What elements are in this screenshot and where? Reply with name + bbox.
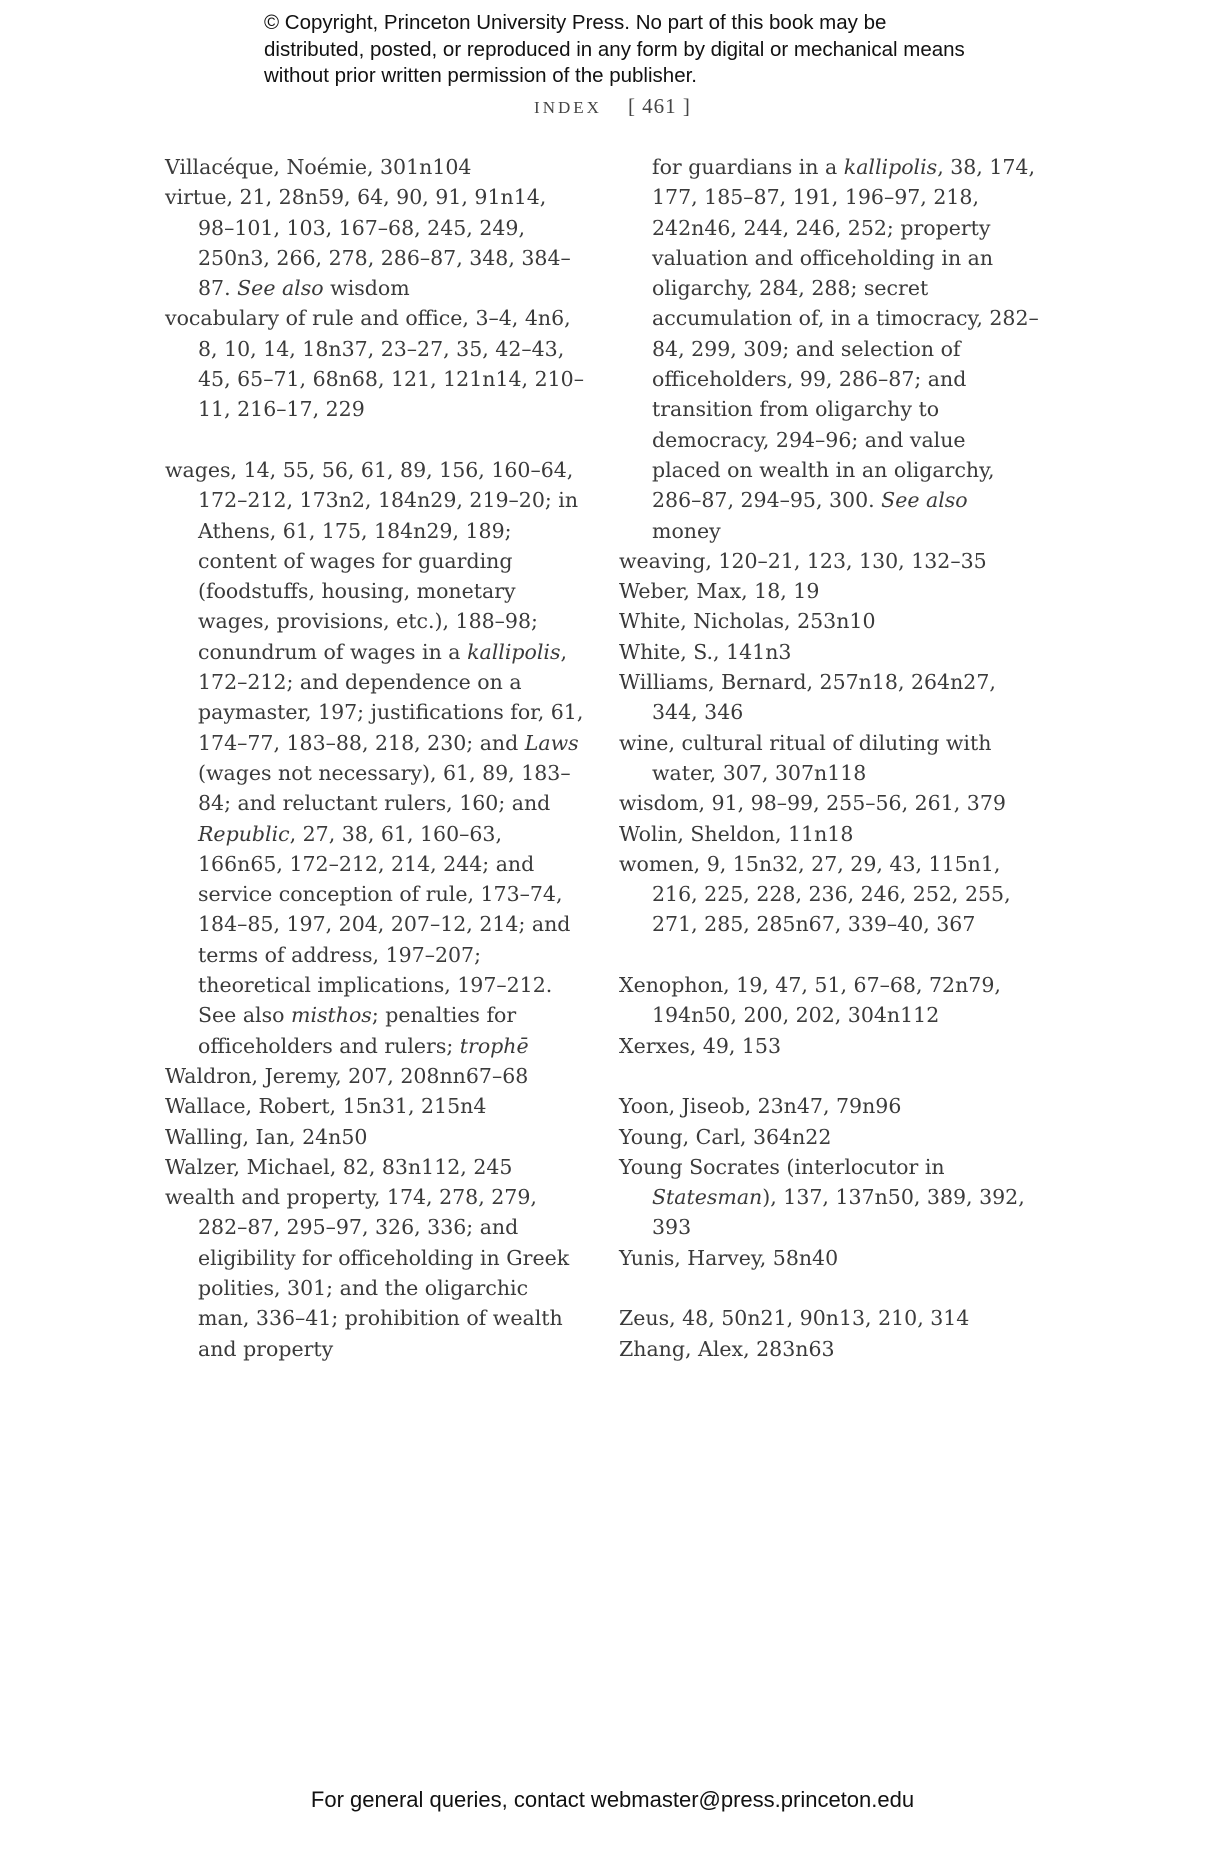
index-entry: wealth and property, 174, 278, 279, 282–87, 295–97, 326, 336; and eligibility for officeholding in Greek polities, 301; and the oligarchic man, 336–41; prohibition of wealth and property — [165, 1185, 570, 1361]
letter-gap — [165, 425, 585, 455]
index-entry: Xerxes, 49, 153 — [619, 1033, 782, 1058]
index-entry: Walzer, Michael, 82, 83n112, 245 — [165, 1154, 513, 1179]
index-entry: Weber, Max, 18, 19 — [619, 579, 820, 604]
index-entry: Villacéque, Noémie, 301n104 — [165, 155, 472, 179]
index-entry: Wolin, Sheldon, 11n18 — [619, 821, 854, 846]
index-entry: White, Nicholas, 253n10 — [619, 609, 876, 634]
index-entry: White, S., 141n3 — [619, 639, 792, 664]
index-entry: vocabulary of rule and office, 3–4, 4n6, 8, 10, 14, 18n37, 23–27, 35, 42–43, 45, 65–71, 68n68, 121, 121n14, 210–11, 216–17, 229 — [165, 306, 584, 422]
index-column-right — [619, 152, 1039, 1364]
index-entry: wisdom, 91, 98–99, 255–56, 261, 379 — [619, 791, 1006, 816]
index-entry: wages, 14, 55, 56, 61, 89, 156, 160–64, 172–212, 173n2, 184n29, 219–20; in Athens, 61, 175, 184n29, 189; content of wages for guarding (foodstuffs, housing, monetary wages, provisions, etc.), 188–98; conundrum of wages in a kallipolis, 172–212; and dependence on a paymaster, 197; justifications for, 61, 174–77, 183–88, 218, 230; and Laws (wages not necessary), 61, 89, 183–84; and reluctant rulers, 160; and Republic, 27, 38, 61, 160–63, 166n65, 172–212, 214, 244; and service conception of rule, 173–74, 184–85, 197, 204, 207–12, 214; and terms of address, 197–207; theoretical implications, 197–212. See also misthos; penalties for officeholders and rulers; trophē — [165, 457, 584, 1058]
index-entry: Zeus, 48, 50n21, 90n13, 210, 314 — [619, 1306, 970, 1331]
index-entry: Young Socrates (interlocutor in Statesman), 137, 137n50, 389, 392, 393 — [619, 1154, 1025, 1240]
letter-gap — [619, 1273, 1039, 1303]
index-entry: Waldron, Jeremy, 207, 208nn67–68 — [165, 1063, 529, 1088]
index-entry-continued: for guardians in a kallipolis, 38, 174, 177, 185–87, 191, 196–97, 218, 242n46, 244, 246, 252; property valuation and officeholding in an oligarchy, 284, 288; secret accumulation of, in a timocracy, 282–84, 299, 309; and selection of officeholders, 99, 286–87; and transition from oligarchy to democracy, 294–96; and value placed on wealth in an oligarchy, 286–87, 294–95, 300. See also money — [652, 155, 1039, 543]
index-entry: Zhang, Alex, 283n63 — [619, 1336, 835, 1361]
index-entry: Wallace, Robert, 15n31, 215n4 — [165, 1094, 487, 1119]
letter-gap — [619, 940, 1039, 970]
index-entry: Williams, Bernard, 257n18, 264n27, 344, 346 — [619, 670, 996, 725]
running-head-label: INDEX — [534, 98, 602, 117]
index-entry: Yunis, Harvey, 58n40 — [619, 1245, 839, 1270]
index-column-left — [165, 152, 585, 1364]
footer-contact: For general queries, contact webmaster@press.princeton.edu — [310, 1787, 915, 1812]
page-number: [ 461 ] — [627, 94, 691, 118]
letter-gap — [619, 1061, 1039, 1091]
index-entry: Xenophon, 19, 47, 51, 67–68, 72n79, 194n50, 200, 202, 304n112 — [619, 973, 1001, 1028]
index-entry: Young, Carl, 364n22 — [619, 1124, 832, 1149]
index-entry: weaving, 120–21, 123, 130, 132–35 — [619, 548, 987, 573]
copyright-notice: © Copyright, Princeton University Press. No part of this book may be distributed, posted, or reproduced in any form by digital or mechanical means without prior written permission of the publisher. — [264, 11, 965, 87]
running-head — [0, 94, 1225, 119]
index-entry: Yoon, Jiseob, 23n47, 79n96 — [619, 1094, 902, 1119]
index-entry: wine, cultural ritual of diluting with water, 307, 307n118 — [619, 730, 992, 785]
index-entry: virtue, 21, 28n59, 64, 90, 91, 91n14, 98–101, 103, 167–68, 245, 249, 250n3, 266, 278, 286–87, 348, 384–87. See also wisdom — [165, 185, 571, 301]
index-entry: Walling, Ian, 24n50 — [165, 1124, 368, 1149]
index-entry: women, 9, 15n32, 27, 29, 43, 115n1, 216, 225, 228, 236, 246, 252, 255, 271, 285, 285n67, 339–40, 367 — [619, 851, 1011, 937]
